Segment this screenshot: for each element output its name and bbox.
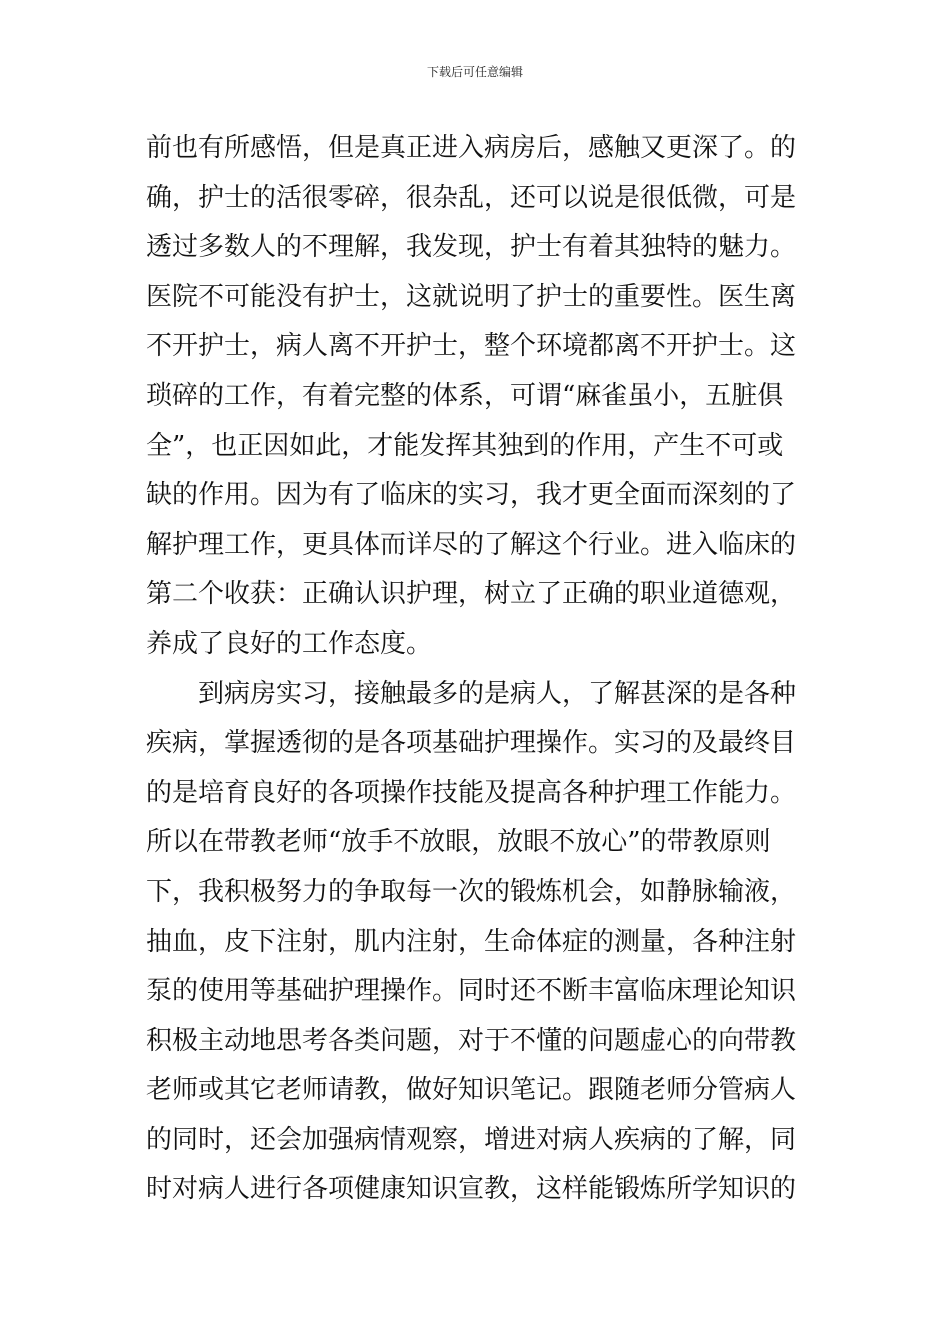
- text-line: 时对病人进行各项健康知识宣教，这样能锻炼所学知识的: [146, 1174, 797, 1205]
- text-line: 所以在带教老师“放手不放眼，放眼不放心”的带教原则: [146, 827, 771, 858]
- text-line: 缺的作用。因为有了临床的实习，我才更全面而深刻的了: [146, 480, 797, 511]
- text-line: 疾病，掌握透彻的是各项基础护理操作。实习的及最终目: [146, 728, 797, 759]
- paragraph-1: [146, 124, 814, 670]
- text-line: 不开护士，病人离不开护士，整个环境都离不开护士。这: [146, 331, 797, 362]
- text-line: 医院不可能没有护士，这就说明了护士的重要性。医生离: [146, 281, 797, 312]
- text-line: 老师或其它老师请教，做好知识笔记。跟随老师分管病人: [146, 1075, 797, 1106]
- text-line: 的同时，还会加强病情观察，增进对病人疾病的了解，同: [146, 1124, 797, 1155]
- page-header: 下载后可任意编辑: [426, 65, 523, 79]
- text-line: 养成了良好的工作态度。: [146, 628, 433, 659]
- paragraph-2: [146, 670, 814, 1216]
- text-line: 解护理工作，更具体而详尽的了解这个行业。进入临床的: [146, 529, 797, 560]
- text-line: 的是培育良好的各项操作技能及提高各种护理工作能力。: [146, 777, 797, 808]
- text-line: 到病房实习，接触最多的是病人，了解甚深的是各种: [198, 678, 797, 709]
- text-line: 第二个收获：正确认识护理，树立了正确的职业道德观，: [146, 579, 797, 610]
- text-line: 抽血，皮下注射，肌内注射，生命体症的测量，各种注射: [146, 926, 797, 957]
- text-line: 泵的使用等基础护理操作。同时还不断丰富临床理论知识: [146, 976, 797, 1007]
- body-text: [146, 124, 814, 1215]
- text-line: 积极主动地思考各类问题，对于不懂的问题虚心的向带教: [146, 1025, 797, 1056]
- text-line: 全”，也正因如此，才能发挥其独到的作用，产生不可或: [146, 430, 784, 461]
- text-line: 前也有所感悟，但是真正进入病房后，感触又更深了。的: [146, 133, 797, 163]
- text-line: 确，护士的活很零碎，很杂乱，还可以说是很低微，可是: [146, 182, 797, 213]
- text-line: 琐碎的工作，有着完整的体系，可谓“麻雀虽小，五脏俱: [146, 380, 784, 411]
- text-line: 透过多数人的不理解，我发现，护士有着其独特的魅力。: [146, 232, 797, 263]
- text-line: 下，我积极努力的争取每一次的锻炼机会，如静脉输液，: [146, 876, 797, 907]
